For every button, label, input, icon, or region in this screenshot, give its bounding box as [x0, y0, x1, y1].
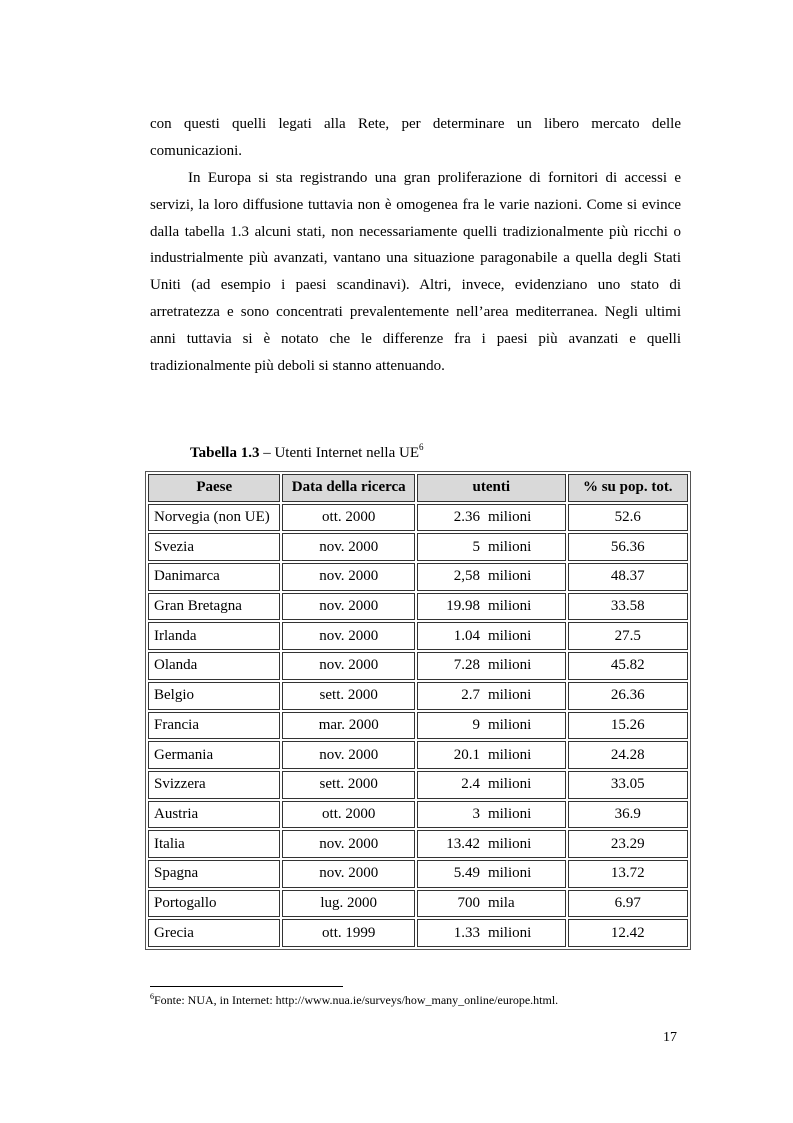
- users-unit: milioni: [487, 716, 532, 733]
- cell-users: [417, 771, 566, 799]
- table-row: [148, 533, 688, 561]
- table-row: [148, 563, 688, 591]
- cell-date: sett. 2000: [282, 771, 414, 799]
- cell-date: lug. 2000: [282, 890, 414, 918]
- cell-percent: 23.29: [568, 830, 688, 858]
- table-row: [148, 682, 688, 710]
- table-row: [148, 741, 688, 769]
- cell-date: ott. 1999: [282, 919, 414, 947]
- users-unit: milioni: [487, 687, 532, 704]
- cell-date: nov. 2000: [282, 741, 414, 769]
- cell-users: [417, 593, 566, 621]
- users-value: 2.4: [461, 776, 480, 793]
- cell-country: Portogallo: [148, 890, 280, 918]
- users-unit: milioni: [487, 509, 532, 526]
- cell-users: [417, 533, 566, 561]
- table-header-row: [148, 474, 688, 502]
- header-paese: Paese: [148, 474, 280, 502]
- paragraph-continuation: con questi quelli legati alla Rete, per determinare un libero mercato delle comunicazioni.: [150, 116, 681, 159]
- internet-users-table: [145, 471, 691, 950]
- cell-date: ott. 2000: [282, 801, 414, 829]
- cell-country: Svizzera: [148, 771, 280, 799]
- cell-percent: 27.5: [568, 622, 688, 650]
- footnote: [150, 993, 558, 1008]
- cell-date: nov. 2000: [282, 533, 414, 561]
- cell-users: [417, 682, 566, 710]
- users-value: 2.7: [461, 687, 480, 704]
- header-utenti: utenti: [417, 474, 566, 502]
- table-row: [148, 771, 688, 799]
- cell-date: nov. 2000: [282, 563, 414, 591]
- cell-percent: 26.36: [568, 682, 688, 710]
- page-number: 17: [663, 1030, 677, 1045]
- table-caption-separator: –: [259, 445, 275, 461]
- cell-country: Spagna: [148, 860, 280, 888]
- cell-percent: 12.42: [568, 919, 688, 947]
- users-unit: milioni: [487, 538, 532, 555]
- table-row: [148, 860, 688, 888]
- users-unit: milioni: [487, 865, 532, 882]
- table-row: [148, 622, 688, 650]
- users-unit: milioni: [487, 805, 532, 822]
- table-caption-label: Tabella 1.3: [190, 445, 260, 461]
- users-value: 700: [457, 894, 480, 911]
- cell-country: Gran Bretagna: [148, 593, 280, 621]
- table-row: [148, 652, 688, 680]
- cell-percent: 6.97: [568, 890, 688, 918]
- cell-users: [417, 622, 566, 650]
- table-body: [148, 504, 688, 947]
- users-unit: milioni: [487, 568, 532, 585]
- cell-users: [417, 801, 566, 829]
- cell-percent: 33.58: [568, 593, 688, 621]
- cell-percent: 13.72: [568, 860, 688, 888]
- users-value: 9: [472, 716, 480, 733]
- users-value: 5.49: [453, 865, 480, 882]
- cell-percent: 36.9: [568, 801, 688, 829]
- users-unit: milioni: [487, 598, 532, 615]
- cell-users: [417, 741, 566, 769]
- cell-date: sett. 2000: [282, 682, 414, 710]
- cell-country: Norvegia (non UE): [148, 504, 280, 532]
- table-row: [148, 712, 688, 740]
- header-percentuale: % su pop. tot.: [568, 474, 688, 502]
- internet-users-table-wrapper: [145, 471, 691, 950]
- users-unit: milioni: [487, 657, 532, 674]
- cell-users: [417, 504, 566, 532]
- cell-percent: 45.82: [568, 652, 688, 680]
- table-header: [148, 474, 688, 502]
- cell-percent: 33.05: [568, 771, 688, 799]
- cell-country: Italia: [148, 830, 280, 858]
- users-unit: mila: [487, 894, 515, 911]
- users-value: 7.28: [453, 657, 480, 674]
- cell-users: [417, 860, 566, 888]
- users-unit: milioni: [487, 746, 532, 763]
- cell-country: Belgio: [148, 682, 280, 710]
- cell-users: [417, 919, 566, 947]
- cell-country: Francia: [148, 712, 280, 740]
- cell-users: [417, 830, 566, 858]
- users-value: 3: [472, 805, 480, 822]
- users-value: 13.42: [446, 835, 480, 852]
- users-unit: milioni: [487, 776, 532, 793]
- users-value: 1.04: [453, 627, 480, 644]
- cell-country: Olanda: [148, 652, 280, 680]
- cell-country: Grecia: [148, 919, 280, 947]
- table-caption: [190, 443, 424, 463]
- cell-percent: 52.6: [568, 504, 688, 532]
- table-row: [148, 830, 688, 858]
- cell-country: Svezia: [148, 533, 280, 561]
- cell-date: nov. 2000: [282, 652, 414, 680]
- users-value: 1.33: [453, 924, 480, 941]
- table-row: [148, 890, 688, 918]
- cell-country: Germania: [148, 741, 280, 769]
- footnote-number: 6: [150, 992, 154, 1001]
- cell-percent: 56.36: [568, 533, 688, 561]
- users-value: 2.36: [453, 509, 480, 526]
- users-unit: milioni: [487, 924, 532, 941]
- paragraph-europe-providers: In Europa si sta registrando una gran proliferazione di fornitori di accessi e servizi, la loro diffusione tuttavia non è omogenea fra le varie nazioni. Come si evince dalla tabella 1.3 alcuni stati, non necessariamente quelli tradizionalmente più ricchi o industrialmente più avanzati, vantano una situazione paragonabile a quella degli Stati Uniti (ad esempio i paesi scandinavi). Altri, invece, evidenziano uno stato di arretratezza e sono concentrati prevalentemente nell’area mediterranea. Negli ultimi anni tuttavia si è notato che le differenze fra i paesi più avanzati e quelli tradizionalmente più deboli si stanno attenuando.: [150, 170, 681, 374]
- cell-percent: 24.28: [568, 741, 688, 769]
- table-row: [148, 593, 688, 621]
- footnote-text: Fonte: NUA, in Internet: http://www.nua.ie/surveys/how_many_online/europe.html.: [154, 993, 559, 1007]
- cell-date: mar. 2000: [282, 712, 414, 740]
- table-caption-footnote-ref: 6: [419, 442, 424, 452]
- cell-percent: 15.26: [568, 712, 688, 740]
- table-row: [148, 919, 688, 947]
- cell-users: [417, 712, 566, 740]
- table-caption-text: Utenti Internet nella UE: [274, 445, 419, 461]
- users-value: 19.98: [446, 598, 480, 615]
- cell-country: Austria: [148, 801, 280, 829]
- header-data-ricerca: Data della ricerca: [282, 474, 414, 502]
- cell-date: ott. 2000: [282, 504, 414, 532]
- cell-date: nov. 2000: [282, 830, 414, 858]
- users-value: 5: [472, 538, 480, 555]
- users-value: 2,58: [453, 568, 480, 585]
- users-unit: milioni: [487, 627, 532, 644]
- table-row: [148, 801, 688, 829]
- table-row: [148, 504, 688, 532]
- users-unit: milioni: [487, 835, 532, 852]
- cell-country: Irlanda: [148, 622, 280, 650]
- footnote-divider: [150, 986, 343, 987]
- cell-date: nov. 2000: [282, 593, 414, 621]
- cell-percent: 48.37: [568, 563, 688, 591]
- cell-users: [417, 890, 566, 918]
- cell-users: [417, 652, 566, 680]
- cell-country: Danimarca: [148, 563, 280, 591]
- cell-date: nov. 2000: [282, 622, 414, 650]
- users-value: 20.1: [453, 746, 480, 763]
- cell-date: nov. 2000: [282, 860, 414, 888]
- cell-users: [417, 563, 566, 591]
